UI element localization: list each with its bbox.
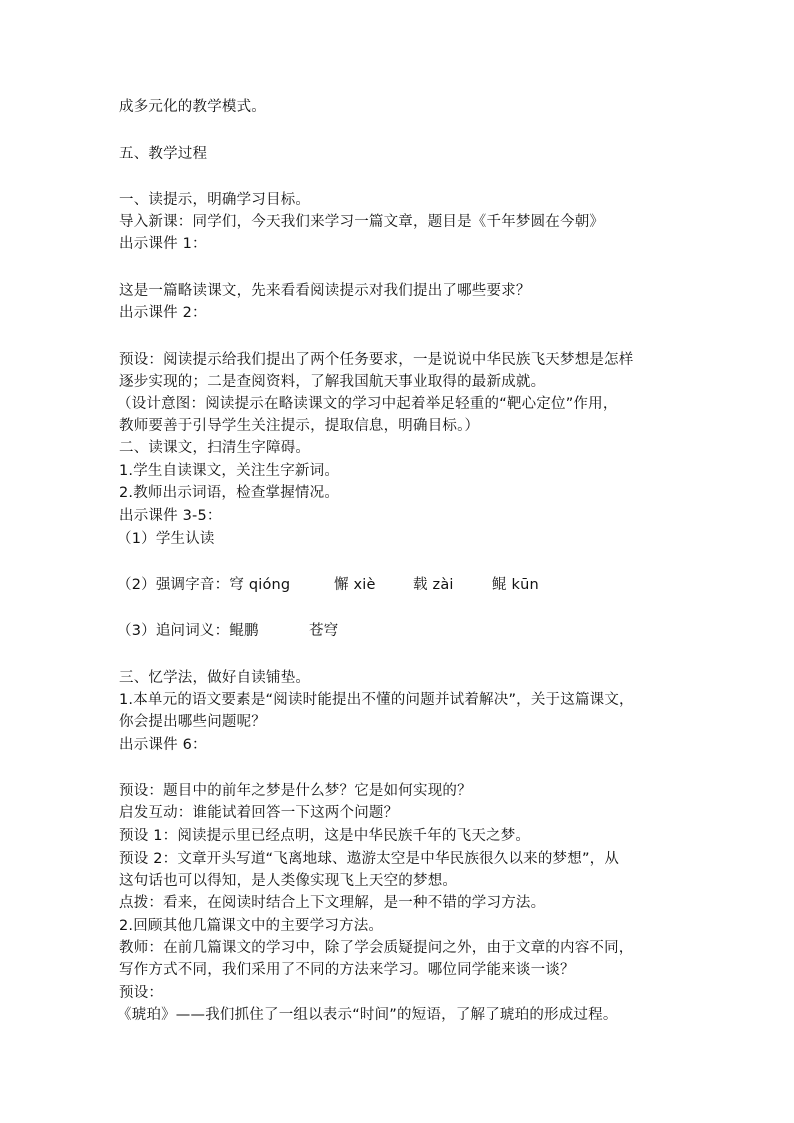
text-line: 教师要善于引导学生关注提示，提取信息，明确目标。）: [119, 418, 480, 434]
text-line: 成多元化的教学模式。: [119, 99, 266, 115]
text-line: 出示课件 3-5：: [119, 508, 222, 524]
text-line: 出示课件 2：: [119, 305, 207, 321]
step-heading: 三、忆学法，做好自读铺垫。: [119, 670, 311, 686]
text-line: 写作方式不同，我们采用了不同的方法来学习。哪位同学能来谈一谈？: [119, 962, 575, 978]
text-line: 预设 2：文章开头写道“飞离地球、遨游太空是中华民族很久以来的梦想”，从: [119, 851, 620, 867]
text-line: 启发互动：谁能试着回答一下这两个问题？: [119, 805, 399, 821]
text-line: 《琥珀》——我们抓住了一组以表示“时间”的短语，了解了琥珀的形成过程。: [117, 1007, 618, 1023]
text-line: 1.学生自读课文，关注生字新词。: [119, 463, 340, 479]
text-line: （1）学生认读: [117, 531, 215, 547]
step-heading: 一、读提示，明确学习目标。: [119, 192, 311, 208]
text-line: 教师：在前几篇课文的学习中，除了学会质疑提问之外，由于文章的内容不同，: [119, 940, 634, 956]
pinyin-item: 鲲 kūn: [492, 577, 539, 593]
text-line: 导入新课：同学们，今天我们来学习一篇文章，题目是《千年梦圆在今朝》: [119, 214, 605, 230]
text-line: 出示课件 1：: [119, 236, 207, 252]
text-line: 预设：题目中的前年之梦是什么梦？它是如何实现的？: [119, 783, 472, 799]
text-line: 出示课件 6：: [119, 737, 207, 753]
text-line: 点拨：看来，在阅读时结合上下文理解，是一种不错的学习方法。: [119, 895, 546, 911]
text-line: 预设 1：阅读提示里已经点明，这是中华民族千年的飞天之梦。: [119, 828, 531, 844]
word-item: 苍穹: [309, 623, 339, 639]
text-line: （设计意图：阅读提示在略读课文的学习中起着举足轻重的“靶心定位”作用，: [117, 396, 618, 412]
text-line: 你会提出哪些问题呢？: [119, 714, 266, 730]
text-line: 2.教师出示词语，检查掌握情况。: [119, 485, 340, 501]
pinyin-item: 载 zài: [413, 577, 454, 593]
text-line: 逐步实现的；二是查阅资料，了解我国航天事业取得的最新成就。: [119, 374, 546, 390]
word-item: （3）追问词义：鲲鹏: [117, 623, 259, 639]
step-heading: 二、读课文，扫清生字障碍。: [119, 440, 311, 456]
text-line: 2.回顾其他几篇课文中的主要学习方法。: [119, 918, 384, 934]
text-line: 预设：阅读提示给我们提出了两个任务要求，一是说说中华民族飞天梦想是怎样: [119, 352, 634, 368]
text-line: 这句话也可以得知，是人类像实现飞上天空的梦想。: [119, 873, 458, 889]
text-line: 这是一篇略读课文，先来看看阅读提示对我们提出了哪些要求？: [119, 283, 531, 299]
pinyin-item: 懈 xiè: [334, 577, 376, 593]
pinyin-item: （2）强调字音：穹 qióng: [117, 577, 291, 593]
text-line: 1.本单元的语文要素是“阅读时能提出不懂的问题并试着解决”，关于这篇课文，: [119, 692, 634, 708]
section-heading: 五、教学过程: [119, 146, 208, 162]
text-line: 预设：: [119, 985, 164, 1001]
